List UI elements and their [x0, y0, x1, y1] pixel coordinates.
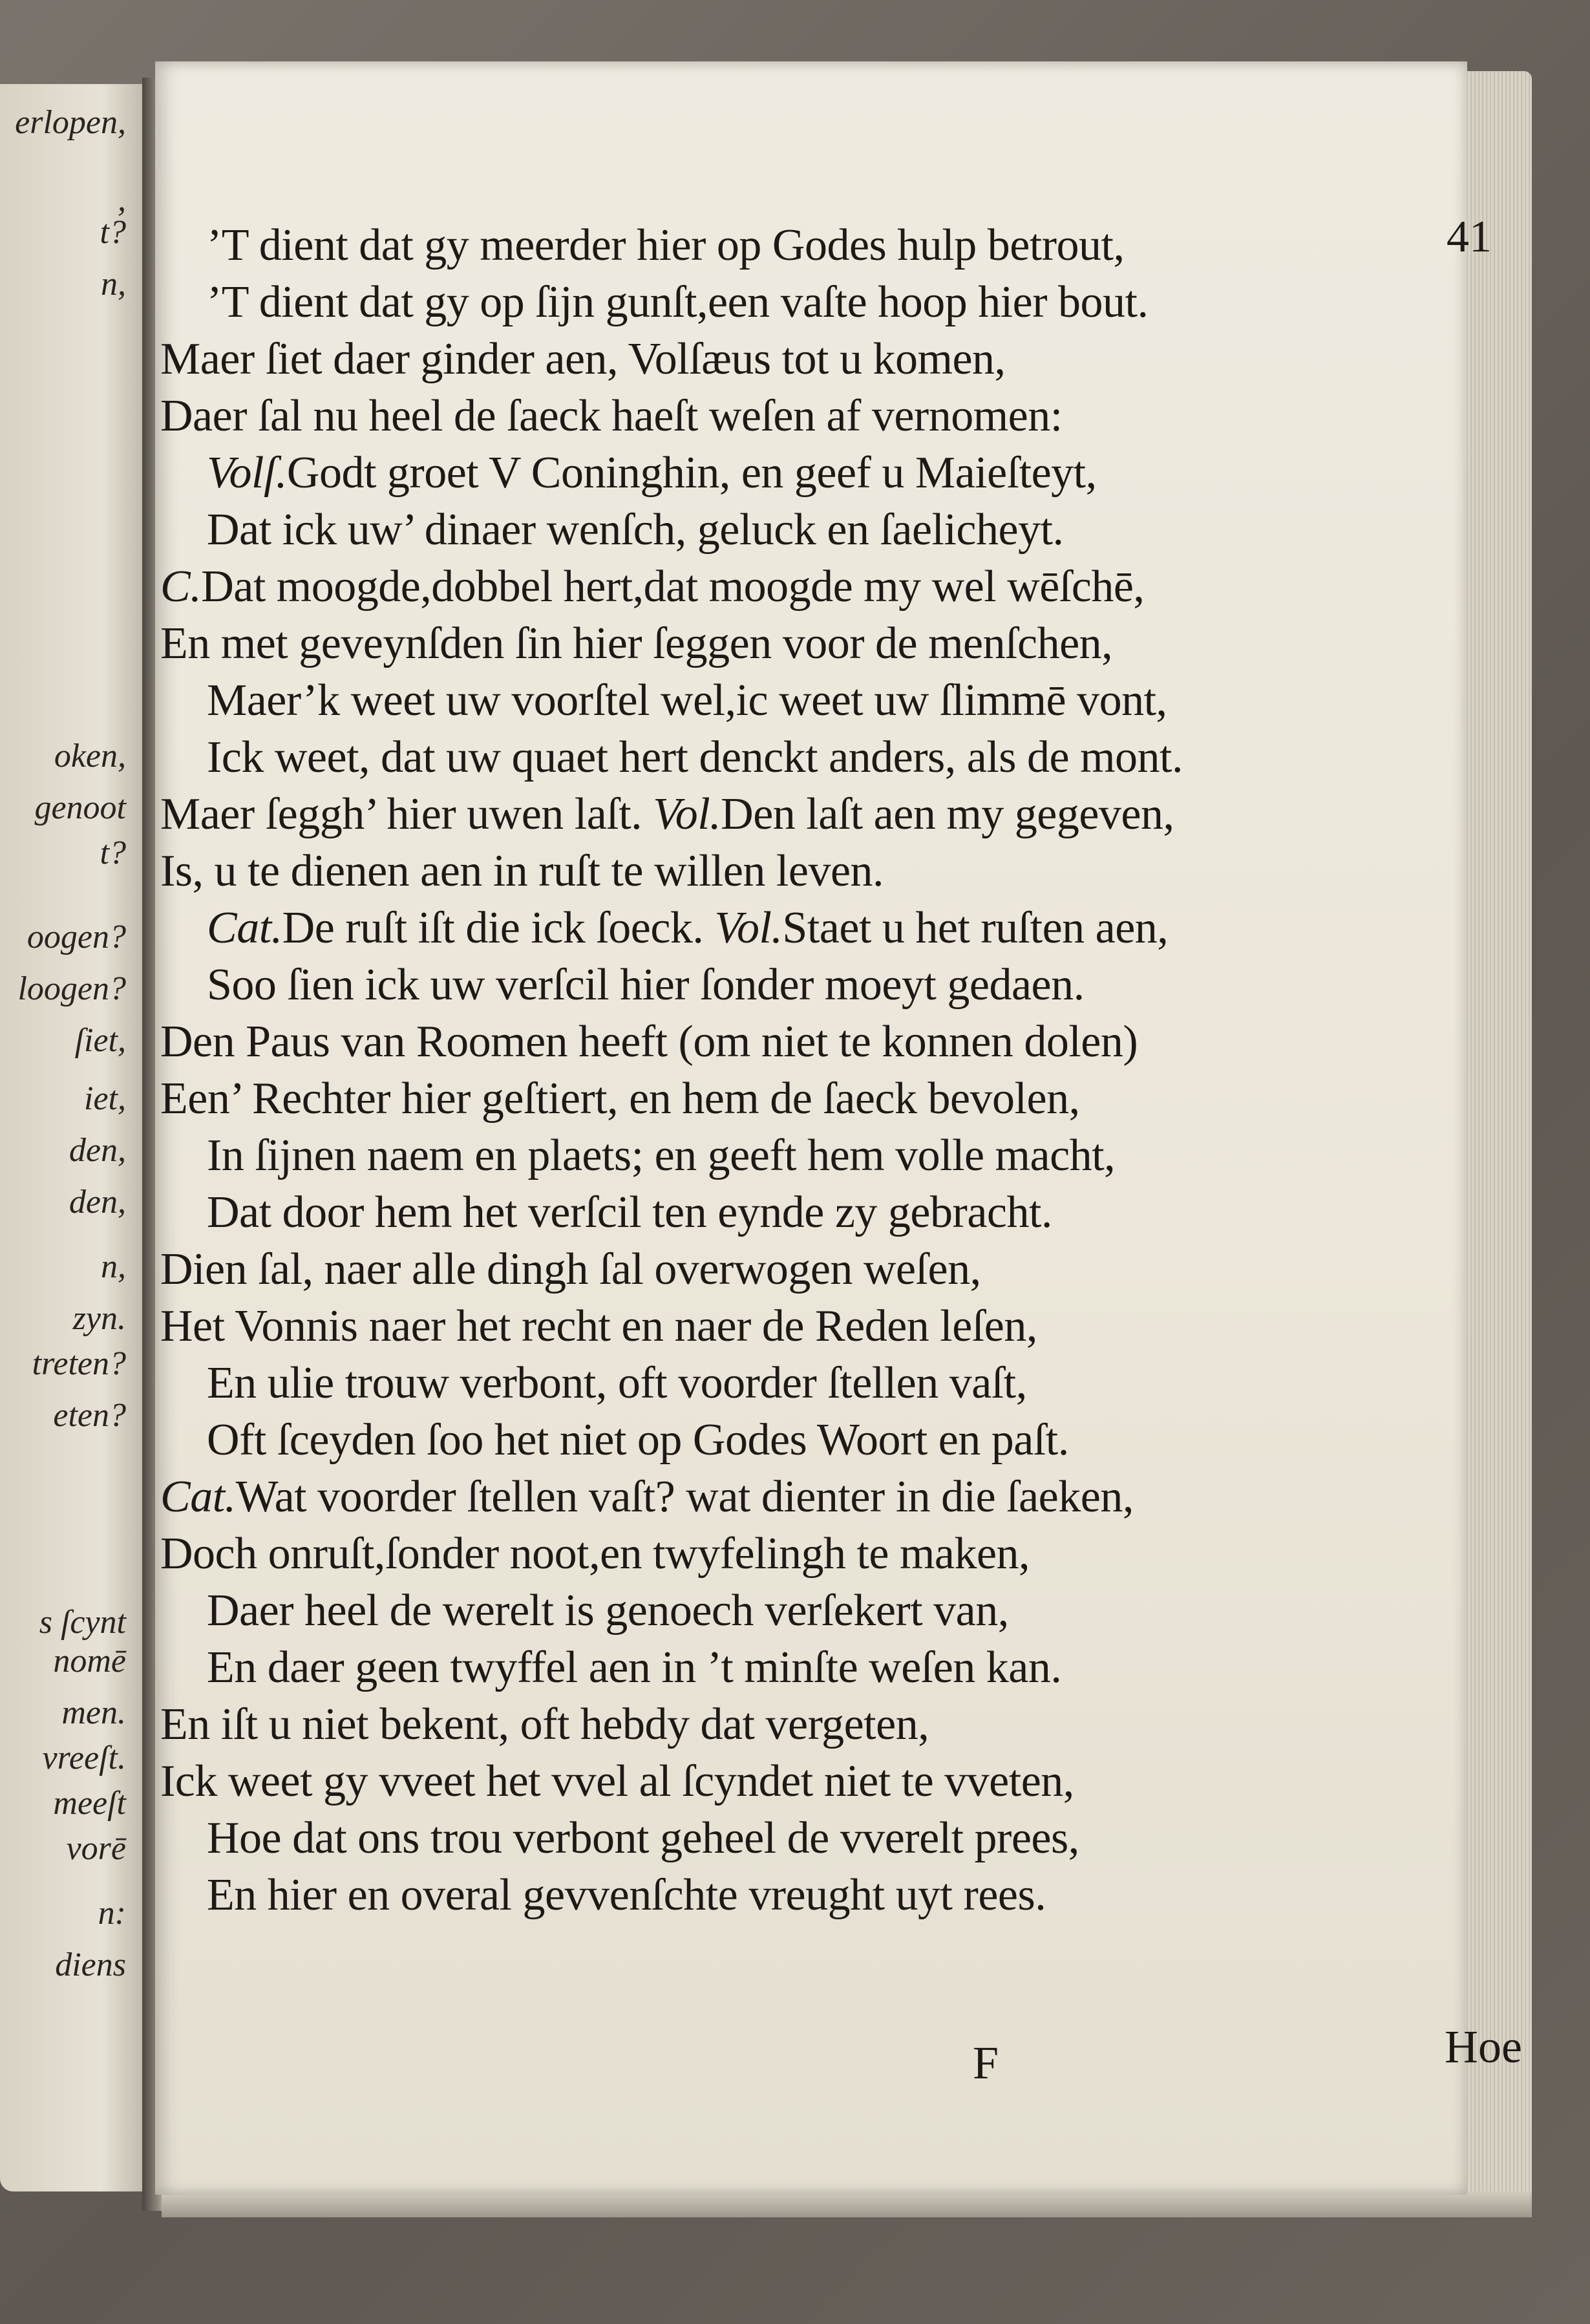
- verse-line: [160, 390, 1063, 442]
- left-page-fragment: n,: [101, 266, 126, 303]
- verse-text: Staet u het ruſten aen,: [782, 903, 1169, 953]
- verse-text: Ick weet gy vveet het vvel al ſcyndet niet te vveten,: [160, 1756, 1074, 1806]
- verse-line: [207, 220, 1124, 272]
- verse-text: Den Paus van Roomen heeft (om niet te konnen dolen): [160, 1017, 1138, 1067]
- verse-text: En daer geen twyffel aen in ’t minſte weſen kan.: [207, 1643, 1062, 1692]
- left-page-fragment: eten?: [53, 1397, 126, 1434]
- verse-line: [207, 1358, 1027, 1409]
- verse-line: [207, 504, 1064, 556]
- left-page-fragment: zyn.: [72, 1300, 126, 1337]
- verse-text: Is, u te dienen aen in ruſt te willen leven.: [160, 846, 884, 896]
- left-page-fragment: ſiet,: [74, 1022, 126, 1059]
- verse-text: Dat ick uw’ dinaer wenſch, geluck en ſaelicheyt.: [207, 505, 1064, 555]
- verse-text: Hoe dat ons trou verbont geheel de vverelt prees,: [207, 1813, 1079, 1863]
- verse-text: Maer ſiet daer ginder aen, Volſæus tot u komen,: [160, 334, 1006, 384]
- left-page-fragment: iet,: [84, 1080, 126, 1117]
- left-page-fragment: nomē: [53, 1643, 126, 1679]
- verse-text: Maer ſeggh’ hier uwen laſt.: [160, 789, 642, 839]
- left-page-fragment: den,: [69, 1184, 126, 1221]
- left-page-fragment: genoot: [34, 789, 126, 826]
- verse-line: [207, 1187, 1052, 1239]
- verse-text: Een’ Rechter hier geſtiert, en hem de ſaeck bevolen,: [160, 1074, 1080, 1124]
- left-page-fragment: n,: [101, 1248, 126, 1285]
- verse-line: [207, 447, 1097, 499]
- verse-text: En ulie trouw verbont, oft voorder ſtellen vaſt,: [207, 1358, 1027, 1408]
- verse-line: [160, 1016, 1138, 1068]
- left-page-fragment: erlopen,: [15, 104, 126, 141]
- verse-line: [207, 902, 1168, 954]
- verse-line: [160, 1756, 1074, 1807]
- verse-line: [160, 334, 1006, 385]
- verse-text: Wat voorder ſtellen vaſt? wat dienter in die ſaeken,: [235, 1472, 1134, 1522]
- verse-text: Het Vonnis naer het recht en naer de Reden leſen,: [160, 1301, 1037, 1351]
- left-page-fragment: treten?: [32, 1345, 126, 1382]
- page-number: 41: [1447, 212, 1492, 262]
- page-bottom-edge: [162, 2191, 1532, 2217]
- verse-text: Godt groet V Coninghin, en geef u Maieſteyt,: [286, 448, 1097, 498]
- left-page-fragment: meeſt: [53, 1785, 126, 1822]
- left-page-fragment: t?: [100, 835, 126, 871]
- verse-line: [207, 959, 1085, 1011]
- left-page-fragment: t?: [100, 214, 126, 251]
- verse-text: Daer heel de werelt is genoech verſekert van,: [207, 1586, 1009, 1636]
- verse-line: [160, 1528, 1030, 1580]
- verse-text: ’T dient dat gy meerder hier op Godes hulp betrout,: [207, 220, 1125, 270]
- verse-text: Dat door hem het verſcil ten eynde zy gebracht.: [207, 1188, 1052, 1237]
- verse-text: En met geveynſden ſin hier ſeggen voor de menſchen,: [160, 619, 1113, 668]
- speaker-label: Cat.: [160, 1472, 236, 1522]
- left-page: [0, 84, 145, 2191]
- verse-line: [207, 732, 1183, 784]
- speaker-label: C.: [160, 562, 202, 612]
- verse-text: Maer’k weet uw voorſtel wel,ic weet uw ſlimmē vont,: [207, 676, 1167, 725]
- verse-text: Dien ſal, naer alle dingh ſal overwogen weſen,: [160, 1244, 981, 1294]
- left-page-fragment: n:: [98, 1895, 126, 1932]
- speaker-label: Vol.: [714, 903, 783, 953]
- verse-line: [160, 1244, 981, 1295]
- verse-text: In ſijnen naem en plaets; en geeft hem volle macht,: [207, 1131, 1116, 1180]
- speaker-label: Volſ.: [207, 448, 287, 498]
- left-page-fragment: s ſcynt: [39, 1604, 126, 1641]
- speaker-label: Vol.: [653, 789, 721, 839]
- right-page: [155, 61, 1522, 2195]
- catchword: Hoe: [1445, 2021, 1522, 2073]
- verse-text: En iſt u niet bekent, oft hebdy dat vergeten,: [160, 1700, 929, 1749]
- verse-text: Dat moogde,dobbel hert,dat moogde my wel wēſchē,: [201, 562, 1145, 612]
- verse-line: [160, 1471, 1134, 1523]
- verse-line: [160, 1699, 929, 1751]
- verse-line: [160, 561, 1144, 613]
- verse-text: De ruſt iſt die ick ſoeck.: [282, 903, 704, 953]
- verse-line: [160, 846, 884, 897]
- verse-line: [207, 1585, 1009, 1637]
- left-page-fragment: diens: [55, 1946, 126, 1983]
- left-page-fragment: men.: [61, 1694, 126, 1731]
- verse-text: Den laſt aen my gegeven,: [721, 789, 1174, 839]
- signature-mark: F: [973, 2037, 999, 2089]
- verse-line: [160, 1301, 1037, 1352]
- verse-line: [207, 675, 1167, 727]
- verse-text: Doch onruſt,ſonder noot,en twyfelingh te maken,: [160, 1529, 1030, 1579]
- verse-line: [160, 618, 1112, 670]
- verse-text: ’T dient dat gy op ſijn gunſt,een vaſte hoop hier bout.: [207, 277, 1149, 327]
- verse-line: [160, 789, 1174, 840]
- left-page-fragment: den,: [69, 1132, 126, 1169]
- verse-text: En hier en overal gevvenſchte vreught uyt rees.: [207, 1870, 1046, 1920]
- left-page-fragment: vreeſt.: [42, 1740, 126, 1776]
- verse-line: [207, 1130, 1115, 1182]
- left-page-fragment: ,: [118, 182, 126, 219]
- verse-text: Ick weet, dat uw quaet hert denckt anders, als de mont.: [207, 732, 1183, 782]
- verse-line: [207, 1813, 1079, 1864]
- verse-line: [207, 277, 1148, 328]
- left-page-fragment: oken,: [54, 738, 126, 774]
- left-page-fragment: vorē: [66, 1830, 126, 1867]
- page-edges: [1461, 71, 1532, 2198]
- verse-text: Daer ſal nu heel de ſaeck haeſt weſen af vernomen:: [160, 391, 1063, 441]
- verse-line: [207, 1414, 1069, 1466]
- verse-text: Oft ſceyden ſoo het niet op Godes Woort en paſt.: [207, 1415, 1069, 1465]
- verse-line: [207, 1870, 1046, 1921]
- verse-line: [160, 1073, 1080, 1125]
- left-page-fragment: loogen?: [17, 970, 126, 1007]
- verse-line: [207, 1642, 1061, 1694]
- left-page-fragment: oogen?: [26, 919, 126, 955]
- speaker-label: Cat.: [207, 903, 282, 953]
- verse-text: Soo ſien ick uw verſcil hier ſonder moeyt gedaen.: [207, 960, 1085, 1010]
